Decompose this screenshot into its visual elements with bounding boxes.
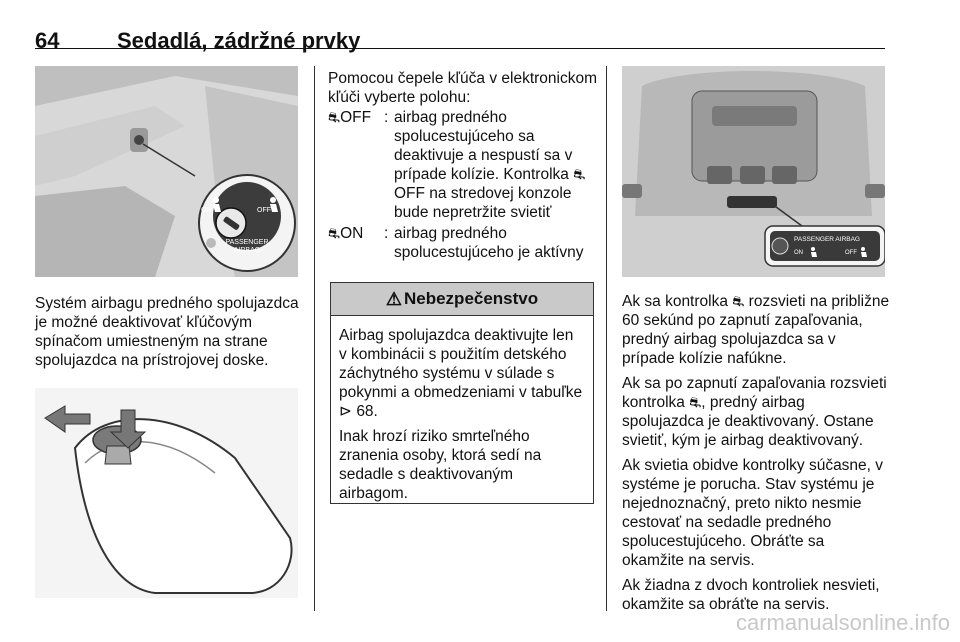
switch-off-label: OFF	[257, 207, 271, 214]
airbag-off-icon: ⛐	[328, 109, 341, 125]
dashboard-switch-illustration	[35, 66, 298, 277]
warning-body	[331, 316, 593, 503]
airbag-on-icon: ⛐	[328, 225, 341, 241]
warning-paragraph-2: Inak hrozí riziko smrteľného zranenia osoby, ktorá sedí na sedadle s deaktivovaným airbagom.	[339, 428, 542, 502]
warning-icon: ⚠	[385, 288, 402, 309]
figure-overhead-console	[622, 66, 885, 277]
airbag-deactivation-paragraph: Systém airbagu predného spolujazdca je možné deaktivovať kľúčovým spínačom umiestneným na strane spolujazdca na prístrojovej doske.	[35, 295, 299, 369]
warning-page-reference: 68.	[356, 403, 378, 420]
left-column-text	[35, 294, 300, 376]
column-divider-2	[606, 66, 607, 611]
overhead-console-illustration	[622, 66, 885, 277]
definition-off-separator: :	[384, 109, 389, 126]
warning-title: Nebezpečenstvo	[403, 289, 539, 308]
warning-box	[330, 282, 594, 504]
page-title: Sedadlá, zádržné prvky	[117, 28, 361, 53]
electronic-key-illustration	[35, 388, 298, 598]
definition-off	[328, 108, 596, 222]
page-header	[35, 8, 885, 53]
page-number: 64	[35, 28, 60, 53]
figure-electronic-key	[35, 388, 298, 598]
warning-header	[331, 283, 593, 316]
airbag-on-icon: ⛐	[732, 293, 745, 309]
console-on-label: ON	[794, 250, 803, 256]
warning-paragraph-1: Airbag spolujazdca deaktivujte len v kombinácii s použitím detského záchytného systému v súlade s pokynmi a obmedzeniami v tabuľke ⊳ 68.	[339, 327, 583, 420]
airbag-off-icon: ⛐	[689, 394, 702, 410]
figure-dashboard-switch	[35, 66, 298, 277]
definition-on-description: airbag predného spolucestujúceho je aktívny	[394, 225, 584, 261]
right-paragraph-4: Ak žiadna z dvoch kontroliek nesvieti, okamžite sa obráťte na servis.	[622, 577, 880, 613]
console-off-label: OFF	[845, 250, 857, 256]
right-paragraph-2: Ak sa po zapnutí zapaľovania rozsvieti kontrolka ⛐, predný airbag spolujazdca je deaktivovaný. Ostane svietiť, kým je airbag deaktivovaný.	[622, 375, 887, 449]
switch-on-label: ON	[201, 207, 212, 214]
page-reference-icon: ⊳	[339, 403, 352, 420]
airbag-off-icon: ⛐	[573, 166, 586, 182]
switch-airbag-label: AIRBAG	[233, 247, 261, 254]
intro-text: Pomocou čepele kľúča v elektronickom kľúči vyberte polohu:	[328, 70, 598, 106]
column-divider-1	[314, 66, 315, 611]
position-definitions	[328, 108, 596, 264]
console-passenger-airbag-label: PASSENGER AIRBAG	[794, 236, 860, 243]
definition-off-term: OFF	[340, 109, 372, 126]
definition-on-separator: :	[384, 225, 389, 242]
key-blade-intro	[328, 69, 598, 113]
right-paragraph-1: Ak sa kontrolka ⛐ rozsvieti na približne 60 sekúnd po zapnutí zapaľovania, predný airbag spolujazdca sa v prípade kolízie nafúkne.	[622, 293, 890, 367]
definition-off-description: airbag predného spolucestujúceho sa deaktivuje a nespustí sa v prípade kolízie. Kontrolka ⛐OFF na stredovej konzole bude nepretržite svietiť	[394, 109, 586, 221]
switch-passenger-label: PASSENGER	[225, 239, 269, 246]
definition-on-term: ON	[340, 225, 364, 242]
right-paragraph-3: Ak svietia obidve kontrolky súčasne, v systéme je porucha. Stav systému je nejednoznačný, preto nikto nesmie cestovať na sedadle predného spolucestujúceho. Obráťte sa okamžite na servis.	[622, 457, 884, 569]
definition-on	[328, 224, 596, 262]
footer-watermark: carmanualsonline.info	[735, 610, 950, 635]
right-column-text	[622, 292, 890, 620]
